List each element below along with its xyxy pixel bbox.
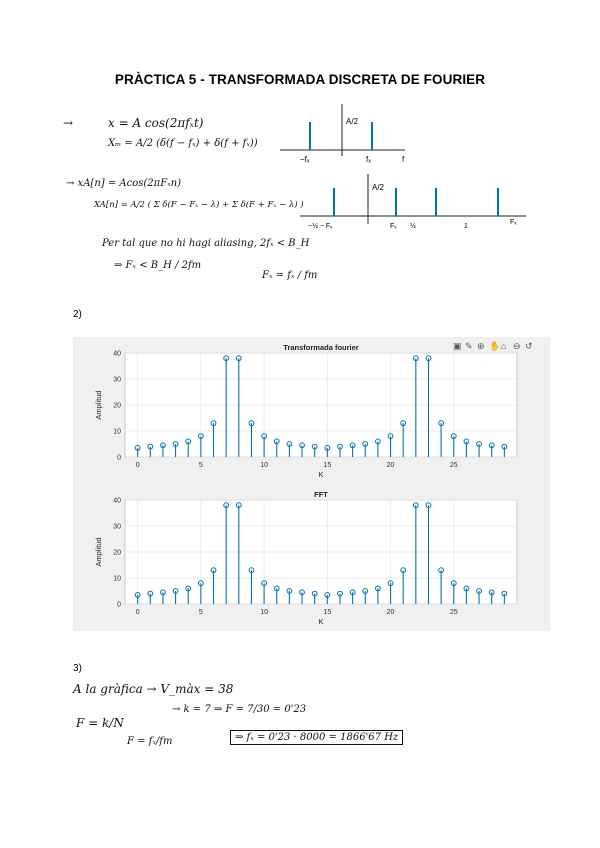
continuous-spectrum-sketch: [280, 104, 420, 164]
x-tick-label: 5: [198, 609, 203, 616]
y-tick-label: 30: [113, 523, 121, 531]
normalized-frequency: Fₓ = fₓ / fm: [262, 270, 318, 281]
y-axis-label: Amplitud: [94, 390, 103, 420]
formula-f-fx-fm: F = fₓ/fm: [127, 736, 173, 747]
x-tick-label: 20: [386, 462, 395, 469]
restore-icon[interactable]: ↺: [525, 341, 533, 351]
x-axis-label: K: [318, 470, 324, 479]
sketch1-axis-label: f: [402, 155, 405, 164]
y-tick-label: 30: [113, 376, 121, 384]
matlab-figure: [73, 337, 550, 631]
x-tick-label: 0: [135, 462, 140, 469]
y-tick-label: 20: [113, 402, 121, 410]
discrete-spectrum-sketch: [300, 174, 530, 234]
y-tick-label: 40: [113, 350, 121, 358]
page-title: PRÀCTICA 5 - TRANSFORMADA DISCRETA DE FOURIER: [114, 72, 486, 87]
pan-icon[interactable]: ✋: [489, 341, 501, 351]
aliasing-bound: ⇒ Fₓ < B_H / 2fm: [114, 260, 202, 271]
y-tick-label: 20: [113, 549, 121, 557]
y-axis-label: Amplitud: [94, 537, 103, 567]
sketch2-amp-label: A/2: [372, 183, 385, 192]
x-tick-label: 0: [135, 609, 140, 616]
formula-f-k-n: F = k/N: [76, 716, 124, 730]
result-k-index: → k = 7 ⇒ F = 7/30 = 0'23: [172, 704, 307, 715]
x-axis-label: K: [318, 617, 324, 626]
plot-transformada-fourier: [94, 343, 517, 479]
x-tick-label: 25: [449, 609, 458, 616]
plot-title: FFT: [314, 490, 328, 499]
sketch1-pos-label: fₓ: [366, 155, 371, 164]
x-tick-label: 20: [386, 609, 395, 616]
equation-dtft: XA[n] = A/2 ( Σ δ(F − Fₓ − λ) + Σ δ(F + Fₓ − λ) ): [94, 200, 304, 210]
plot-title: Transformada fourier: [283, 343, 359, 352]
y-tick-label: 0: [117, 601, 121, 609]
section-3-label: 3): [73, 663, 82, 674]
figure-toolbar: [453, 340, 533, 351]
result-frequency-boxed: ⇒ fₓ = 0'23 · 8000 = 1866'67 Hz: [230, 730, 403, 745]
y-tick-label: 10: [113, 575, 121, 583]
figure-canvas: [73, 337, 550, 631]
brush-icon[interactable]: ✎: [465, 341, 473, 351]
sketch1-neg-label: −fₓ: [300, 155, 310, 164]
x-tick-label: 5: [198, 462, 203, 469]
sketch2-axis-label: Fₓ: [510, 219, 517, 226]
arrow-icon: →: [63, 116, 74, 130]
sketch2-neg-label: −½ − Fₓ: [308, 223, 333, 230]
save-icon[interactable]: ▣: [453, 341, 462, 351]
y-tick-label: 10: [113, 428, 121, 436]
equation-cosine: x = A cos(2πfₓt): [108, 116, 204, 130]
home-icon[interactable]: ⌂: [501, 341, 507, 351]
section-2-label: 2): [73, 309, 82, 320]
zoom-in-icon[interactable]: ⊕: [477, 341, 485, 351]
equation-sampled: → xA[n] = Acos(2πFₓn): [66, 178, 182, 189]
sketch2-half-label: ½: [410, 223, 416, 230]
y-tick-label: 40: [113, 497, 121, 505]
sketch2-pos-label: Fₓ: [390, 223, 397, 230]
aliasing-condition: Per tal que no hi hagi aliasing, 2fₓ < B_H: [102, 238, 310, 249]
plot-fft: [94, 490, 517, 626]
x-tick-label: 25: [449, 462, 458, 469]
sketch2-one-label: 1: [464, 223, 468, 230]
equation-spectrum: Xₘ = A/2 (δ(f − fₓ) + δ(f + fₓ)): [108, 138, 258, 149]
x-tick-label: 15: [323, 462, 332, 469]
sketch1-amp-label: A/2: [346, 117, 359, 126]
x-tick-label: 10: [260, 462, 268, 469]
y-tick-label: 0: [117, 454, 121, 462]
x-tick-label: 15: [323, 609, 332, 616]
x-tick-label: 10: [260, 609, 268, 616]
result-max-value: A la gràfica → V_màx = 38: [73, 682, 234, 696]
zoom-out-icon[interactable]: ⊖: [513, 341, 521, 351]
